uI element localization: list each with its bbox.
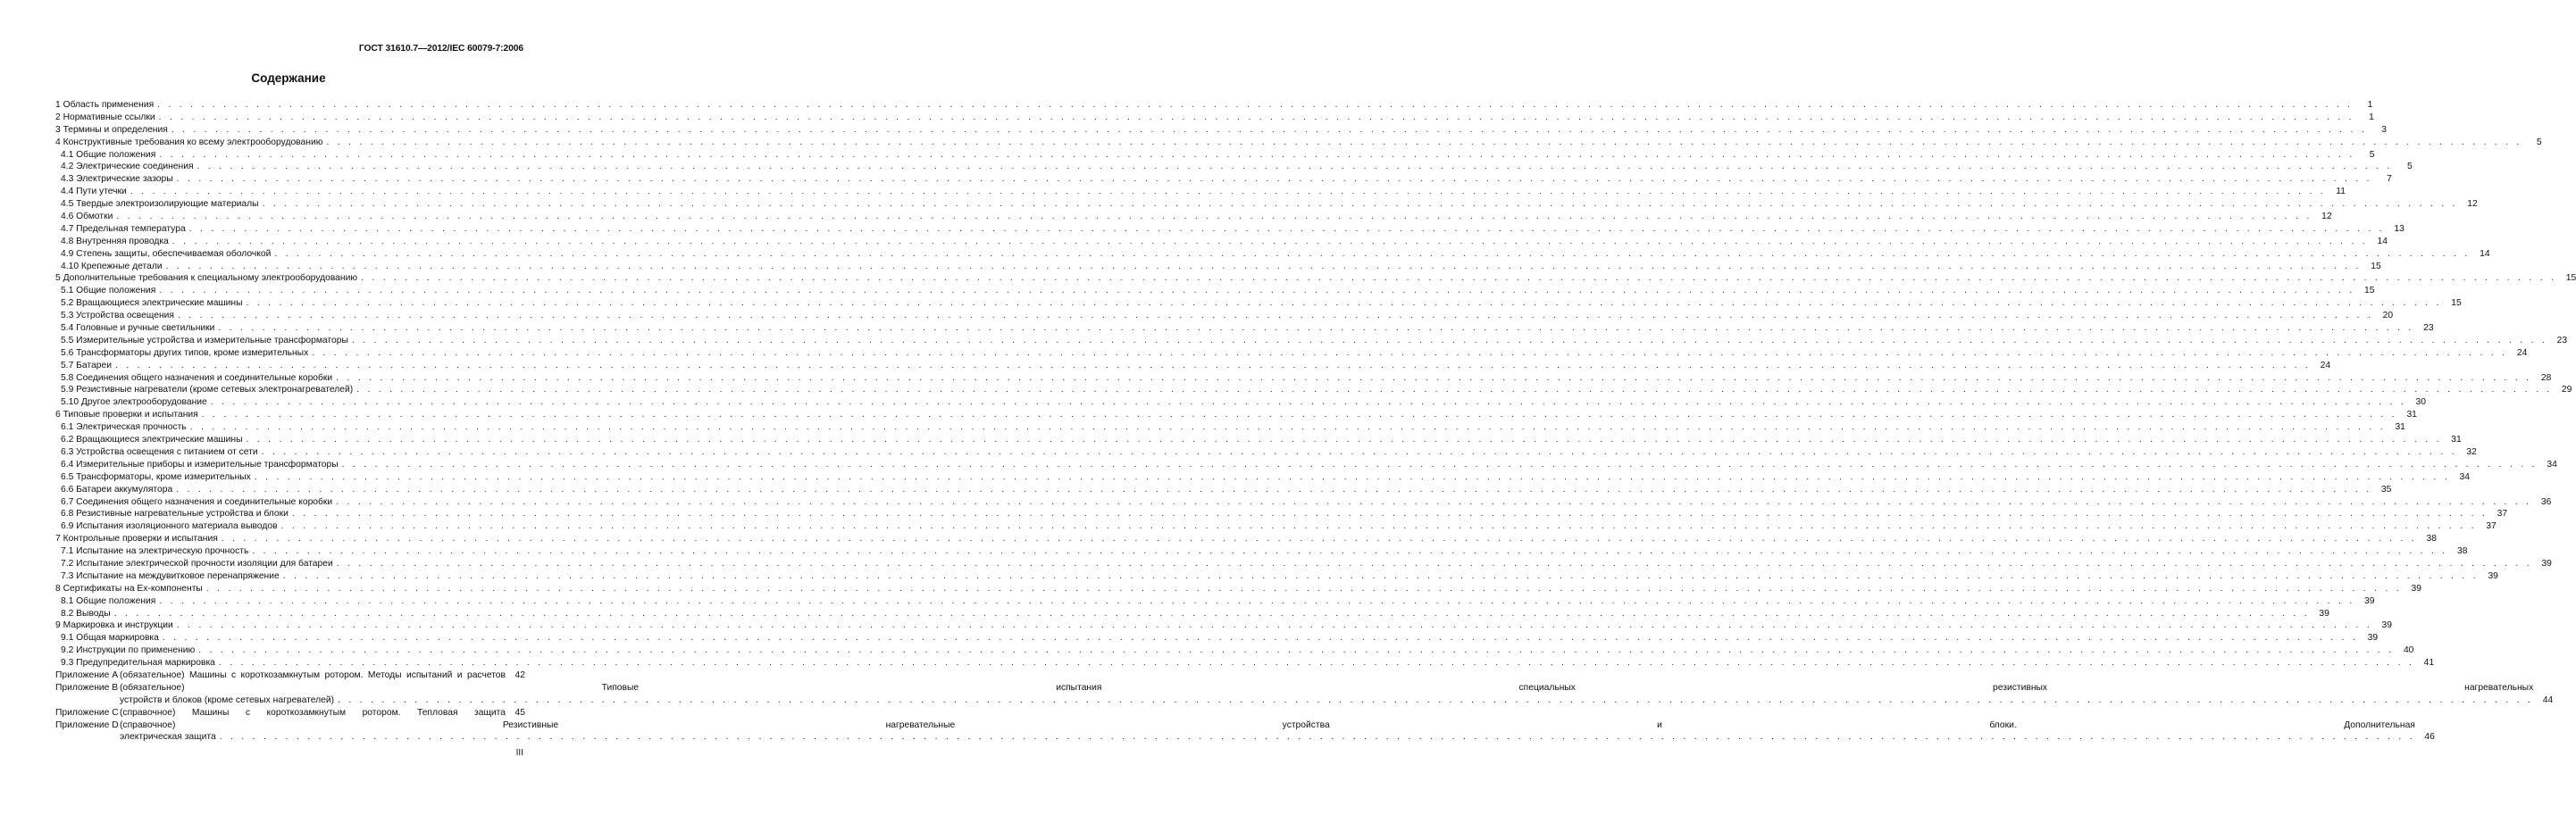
toc-leader-dots: . . . . . . . . . . . . . . . . . . . . . . . . . . . . . . . . . . . . . . . . . . . . . . . . . . . . . . . . . . . . . . . . . . . . . . . . . . . . . . . . . . . . . . . . . . . . . . . . . . . . . . . . . . . . . . . . . . . . . . . . . . . . . . . . . . . . . . . . . . . . . . . . . . . . . . . . . . . . . . . . . . . . . . . . . . . . . . . . . . . . . . . . . . . . . . . . . . . . . . . . (177, 311, 2374, 321)
toc-entry-title: 4.5 Твердые электроизолирующие материалы (61, 199, 259, 210)
toc-entry-title: 9 Маркировка и инструкции (55, 620, 173, 631)
toc-entry[interactable] (55, 285, 2375, 297)
toc-leader-dots: . . . . . . . . . . . . . . . . . . . . . . . . . . . . . . . . . . . . . . . . . . . . . . . . . . . . . . . . . . . . . . . . . . . . . . . . . . . . . . . . . . . . . . . . . . . . . . . . . . . . . . . . . . . . . . . . . . . . . . . . . . . . . . . . . . . . . . . . . . . . . . . . . . . . . . . . . . . . . . . . . . . . . . . . . . . . . . . . . . . . . . . . . . . . . . . . . . . . . . . . (218, 658, 2415, 669)
toc-leader-dots: . . . . . . . . . . . . . . . . . . . . . . . . . . . . . . . . . . . . . . . . . . . . . . . . . . . . . . . . . . . . . . . . . . . . . . . . . . . . . . . . . . . . . . . . . . . . . . . . . . . . . . . . . . . . . . . . . . . . . . . . . . . . . . . . . . . . . . . . . . . . . . . . . . . . . . . . . . . . . . . . . . . . . . . . . . . . . . . . . . . . . . . . . . . . . . . . . . . . . . . . (171, 124, 2367, 135)
toc-entry[interactable] (55, 372, 2552, 385)
toc-entry-page: 41 (2423, 658, 2435, 669)
toc-entry-page: 31 (2406, 410, 2417, 420)
appendix-label: Приложение B (55, 682, 119, 693)
toc-entry-title: 6.6 Батареи аккумулятора (61, 484, 173, 495)
toc-entry-page: 29 (2561, 385, 2572, 395)
toc-leader-dots: . . . . . . . . . . . . . . . . . . . . . . . . . . . . . . . . . . . . . . . . . . . . . . . . . . . . . . . . . . . . . . . . . . . . . . . . . . . . . . . . . . . . . . . . . . . . . . . . . . . . . . . . . . . . . . . . . . . . . . . . . . . . . . . . . . . . . . . . . . . . . . . . . . . . . . . . . . . . . . . . . . . . . . . . . . . . . . . . . . . . . . . . . . . . . . . . . . . . . . . . (361, 273, 2557, 284)
toc-entry-page: 34 (2459, 471, 2471, 482)
toc-entry[interactable] (55, 223, 2405, 236)
toc-entry-page: 31 (2451, 435, 2462, 445)
toc-leader-dots: . . . . . . . . . . . . . . . . . . . . . . . . . . . . . . . . . . . . . . . . . . . . . . . . . . . . . . . . . . . . . . . . . . . . . . . . . . . . . . . . . . . . . . . . . . . . . . . . . . . . . . . . . . . . . . . . . . . . . . . . . . . . . . . . . . . . . . . . . . . . . . . . . . . . . . . . . . . . . . . . . . . . . . . . . . . . . . . . . . . . . . . . . . . . . . . . . . . . . . . . (336, 558, 2532, 569)
toc-leader-dots: . . . . . . . . . . . . . . . . . . . . . . . . . . . . . . . . . . . . . . . . . . . . . . . . . . . . . . . . . . . . . . . . . . . . . . . . . . . . . . . . . . . . . . . . . . . . . . . . . . . . . . . . . . . . . . . . . . . . . . . . . . . . . . . . . . . . . . . . . . . . . . . . . . . . . . . . . . . . . . . . . . . . . . . . . . . . . . . . . . . . . . . . . . . . . . . . . . . . . . . . (351, 335, 2548, 345)
toc-entry[interactable] (55, 272, 2576, 285)
page-title: Содержание (251, 71, 326, 85)
toc-entry-page: 30 (2415, 397, 2426, 408)
toc-leader-dots: . . . . . . . . . . . . . . . . . . . . . . . . . . . . . . . . . . . . . . . . . . . . . . . . . . . . . . . . . . . . . . . . . . . . . . . . . . . . . . . . . . . . . . . . . . . . . . . . . . . . . . . . . . . . . . . . . . . . . . . . . . . . . . . . . . . . . . . . . . . . . . . . . . . . . . . . . . . . . . . . . . . . . . . . . . . . . . . . . . . . . . . . . . . . . . . . . . . . . . . . (252, 546, 2448, 557)
toc-entry-page: 39 (2541, 558, 2552, 569)
toc-entry-page: 11 (2336, 187, 2346, 197)
toc-entry-title: 9.1 Общая маркировка (61, 633, 159, 644)
appendix-page: 44 (2542, 694, 2554, 705)
toc-entry-title: 5.7 Батареи (61, 360, 112, 370)
toc-leader-dots: . . . . . . . . . . . . . . . . . . . . . . . . . . . . . . . . . . . . . . . . . . . . . . . . . . . . . . . . . . . . . . . . . . . . . . . . . . . . . . . . . . . . . . . . . . . . . . . . . . . . . . . . . . . . . . . . . . . . . . . . . . . . . . . . . . . . . . . . . . . . . . . . . . . . . . . . . . . . . . . . . . . . . . . . . . . . . . . . . . . . . . . . . . . . . . . . . . . . . . . . (114, 360, 2312, 370)
toc-leader-dots: . . . . . . . . . . . . . . . . . . . . . . . . . . . . . . . . . . . . . . . . . . . . . . . . . . . . . . . . . . . . . . . . . . . . . . . . . . . . . . . . . . . . . . . . . . . . . . . . . . . . . . . . . . . . . . . . . . . . . . . . . . . . . . . . . . . . . . . . . . . . . . . . . . . . . . . . . . . . . . . . . . . . . . . . . . . . . . . . . . . . . . . . . . . . . . . . . . . . . . . . (198, 645, 2395, 656)
toc-entry-page: 12 (2467, 199, 2478, 210)
toc-entry-page: 39 (2381, 620, 2392, 631)
toc-entry-page: 39 (2319, 608, 2329, 619)
toc-entry-page: 15 (2371, 261, 2381, 271)
toc-entry[interactable] (55, 421, 2405, 434)
appendix-entry[interactable] (55, 719, 2435, 744)
toc-leader-dots: . . . . . . . . . . . . . . . . . . . . . . . . . . . . . . . . . . . . . . . . . . . . . . . . . . . . . . . . . . . . . . . . . . . . . . . . . . . . . . . . . . . . . . . . . . . . . . . . . . . . . . . . . . . . . . . . . . . . . . . . . . . . . . . . . . . . . . . . . . . . . . . . . . . . . . . . . . . . . . . . . . . . . . . . . . . . . . . . . . . . . . . . . . . . . . . . . . . . . . . . (246, 298, 2442, 309)
toc-entry[interactable] (55, 248, 2490, 261)
toc-entry[interactable] (55, 149, 2375, 162)
toc-leader-dots: . . . . . . . . . . . . . . . . . . . . . . . . . . . . . . . . . . . . . . . . . . . . . . . . . . . . . . . . . . . . . . . . . . . . . . . . . . . . . . . . . . . . . . . . . . . . . . . . . . . . . . . . . . . . . . . . . . . . . . . . . . . . . . . . . . . . . . . . . . . . . . . . . . . . . . . . . . . . . . . . . . . . . . . . . . . . . . . . . . . . . . . . . . . . . . . . . . . . . . . . (254, 471, 2451, 482)
toc-entry-page: 32 (2466, 446, 2477, 457)
toc-entry[interactable] (55, 396, 2426, 409)
toc-leader-dots: . . . . . . . . . . . . . . . . . . . . . . . . . . . . . . . . . . . . . . . . . . . . . . . . . . . . . . . . . . . . . . . . . . . . . . . . . . . . . . . . . . . . . . . . . . . . . . . . . . . . . . . . . . . . . . . . . . . . . . . . . . . . . . . . . . . . . . . . . . . . . . . . . . . . . . . . . . . . . . . . . . . . . . . . . . . . . . . . . . . . . . . . . . . . . . . . . . . . . . . . (157, 100, 2354, 110)
toc-entry-title: 5.2 Вращающиеся электрические машины (61, 298, 243, 309)
toc-leader-dots: . . . . . . . . . . . . . . . . . . . . . . . . . . . . . . . . . . . . . . . . . . . . . . . . . . . . . . . . . . . . . . . . . . . . . . . . . . . . . . . . . . . . . . . . . . . . . . . . . . . . . . . . . . . . . . . . . . . . . . . . . . . . . . . . . . . . . . . . . . . . . . . . . . . . . . . . . . . . . . . . . . . . . . . . . . . . . . . . . . . . . . . . . . . . . . . . . . . . . . . . (176, 174, 2372, 185)
toc-leader-dots: . . . . . . . . . . . . . . . . . . . . . . . . . . . . . . . . . . . . . . . . . . . . . . . . . . . . . . . . . . . . . . . . . . . . . . . . . . . . . . . . . . . . . . . . . . . . . . . . . . . . . . . . . . . . . . . . . . . . . . . . . . . . . . . . . . . . . . . . . . . . . . . . . . . . . . . . . . . . . . . . . . . . . . . . . . . . . . . . . . . . . . . . . . . . . . . . . . . . . . . . (274, 248, 2471, 259)
toc-entry-title: 6.8 Резистивные нагревательные устройства и блоки (61, 509, 289, 520)
toc-entry-page: 39 (2367, 633, 2379, 644)
toc-entry-title: 4.10 Крепежные детали (61, 261, 163, 271)
toc-leader-dots: . . . . . . . . . . . . . . . . . . . . . . . . . . . . . . . . . . . . . . . . . . . . . . . . . . . . . . . . . . . . . . . . . . . . . . . . . . . . . . . . . . . . . . . . . . . . . . . . . . . . . . . . . . . . . . . . . . . . . . . . . . . . . . . . . . . . . . . . . . . . . . . . . . . . . . . . . . . . . . . . . . . . . . . . . . . . . . . . . . . . . . . . . . . . . . . . . . . . . . . . (158, 112, 2354, 122)
toc-entry-page: 15 (2451, 298, 2462, 309)
toc-entry-page: 23 (2556, 335, 2568, 345)
appendix-label: Приложение A (55, 669, 119, 680)
appendix-page: 42 (514, 669, 525, 680)
toc-entry[interactable] (55, 112, 2374, 124)
toc-leader-dots: . . . . . . . . . . . . . . . . . . . . . . . . . . . . . . . . . . . . . . . . . . . . . . . . . . . . . . . . . . . . . . . . . . . . . . . . . . . . . . . . . . . . . . . . . . . . . . . . . . . . . . . . . . . . . . . . . . . . . . . . . . . . . . . . . . . . . . . . . . . . . . . . . . . . . . . . . . . . . . . . . . . . . . . . . . . . . . . . . . . . . . . . . . . . . . . . . . . . . . . . (159, 595, 2355, 606)
toc-entry-page: 40 (2403, 645, 2414, 656)
appendix-title-line: (справочное) Резистивные нагревательные устройства и блоки. Дополнительная (120, 719, 2415, 730)
toc-entry-title: 6.4 Измерительные приборы и измерительные трансформаторы (61, 459, 339, 470)
toc-entry[interactable] (55, 173, 2392, 186)
toc-entry-title: 7.2 Испытание электрической прочности изоляции для батареи (61, 558, 333, 569)
toc-entry[interactable] (55, 570, 2498, 583)
toc-leader-dots: . . . . . . . . . . . . . . . . . . . . . . . . . . . . . . . . . . . . . . . . . . . . . . . . . . . . . . . . . . . . . . . . . . . . . . . . . . . . . . . . . . . . . . . . . . . . . . . . . . . . . . . . . . . . . . . . . . . . . . . . . . . . . . . . . . . . . . . . . . . . . . . . . . . . . . . . . . . . . . . . . . . . . . . . . . . . . . . . . . . . . . . . . . . . . . . . . . . . . . . . (113, 608, 2310, 619)
toc-entry-page: 34 (2547, 459, 2557, 470)
toc-entry[interactable] (55, 211, 2332, 223)
toc-entry-page: 15 (2565, 273, 2576, 284)
toc-entry-page: 28 (2540, 372, 2552, 383)
toc-entry-title: 5.8 Соединения общего назначения и соединительные коробки (61, 372, 333, 383)
toc-entry-title: 4.3 Электрические зазоры (61, 174, 173, 185)
toc-entry[interactable] (55, 558, 2552, 570)
toc-entry-page: 23 (2423, 323, 2434, 334)
toc-entry-title: 6.2 Вращающиеся электрические машины (61, 435, 243, 445)
appendix-title-line: устройств и блоков (кроме сетевых нагревателей) (120, 694, 335, 705)
toc-entry-title: 4.8 Внутренняя проводка (61, 236, 169, 246)
toc-entry-page: 39 (2364, 595, 2375, 606)
toc-leader-dots: . . . . . . . . . . . . . . . . . . . . . . . . . . . . . . . . . . . . . . . . . . . . . . . . . . . . . . . . . . . . . . . . . . . . . . . . . . . . . . . . . . . . . . . . . . . . . . . . . . . . . . . . . . . . . . . . . . . . . . . . . . . . . . . . . . . . . . . . . . . . . . . . . . . . . . . . . . . . . . . . . . . . . . . . . . . . . . . . . . . . . . . . . . . . . . . . . . . . . . . . (171, 236, 2368, 246)
toc-entry[interactable] (55, 595, 2375, 608)
appendix-page: 45 (514, 707, 525, 718)
toc-entry-title: 4.4 Пути утечки (61, 187, 127, 197)
toc-entry-title: 4.1 Общие положения (61, 149, 156, 160)
toc-entry-title: 8.2 Выводы (61, 608, 111, 619)
toc-entry-page: 20 (2382, 311, 2394, 321)
toc-entry-page: 5 (2406, 162, 2413, 172)
toc-entry-title: 6.7 Соединения общего назначения и соединительные коробки (61, 496, 333, 507)
toc-entry-title: 4.9 Степень защиты, обеспечиваемая оболочкой (61, 248, 272, 259)
toc-entry-page: 12 (2321, 212, 2332, 222)
toc-entry[interactable] (55, 137, 2542, 149)
toc-entry-title: 4.6 Обмотки (61, 212, 113, 222)
toc-entry-title: 5.9 Резистивные нагреватели (кроме сетевых электронагревателей) (61, 385, 354, 395)
toc-entry-page: 13 (2394, 223, 2405, 234)
toc-entry-title: 7 Контрольные проверки и испытания (55, 534, 218, 545)
toc-entry[interactable] (55, 360, 2331, 372)
toc-entry-title: 9.3 Предупредительная маркировка (61, 658, 215, 669)
toc-leader-dots: . . . . . . . . . . . . . . . . . . . . . . . . . . . . . . . . . . . . . . . . . . . . . . . . . . . . . . . . . . . . . . . . . . . . . . . . . . . . . . . . . . . . . . . . . . . . . . . . . . . . . . . . . . . . . . . . . . . . . . . . . . . . . . . . . . . . . . . . . . . . . . . . . . . . . . . . . . . . . . . . . . . . . . . . . . . . . . . . . . . . . . . . . . . . . . . . . . . . . . . . (282, 570, 2479, 581)
toc-leader-dots: . . . . . . . . . . . . . . . . . . . . . . . . . . . . . . . . . . . . . . . . . . . . . . . . . . . . . . . . . . . . . . . . . . . . . . . . . . . . . . . . . . . . . . . . . . . . . . . . . . . . . . . . . . . . . . . . . . . . . . . . . . . . . . . . . . . . . . . . . . . . . . . . . . . . . . . . . . . . . . . . . . . . . . . . . . . . . . . . . . . . . . . . . . . . . . . . . . . . . . . . (189, 422, 2386, 433)
toc-entry-page: 5 (2536, 137, 2542, 147)
toc-entry[interactable] (55, 632, 2379, 645)
toc-leader-dots: . . . . . . . . . . . . . . . . . . . . . . . . . . . . . . . . . . . . . . . . . . . . . . . . . . . . . . . . . . . . . . . . . . . . . . . . . . . . . . . . . . . . . . . . . . . . . . . . . . . . . . . . . . . . . . . . . . . . . . . . . . . . . . . . . . . . . . . . . . . . . . . . . . . . . . . . . . . . . . . . . . . . . . . . . . . . . . . . . . . . . . . . . . . . . . . . . . . . . . . . (162, 633, 2359, 644)
toc-entry[interactable] (55, 459, 2557, 471)
toc-entry[interactable] (55, 620, 2392, 632)
document-header: ГОСТ 31610.7—2012/IEC 60079-7:2006 (358, 44, 523, 54)
toc-entry[interactable] (55, 236, 2388, 248)
toc-leader-dots: . . . . . . . . . . . . . . . . . . . . . . . . . . . . . . . . . . . . . . . . . . . . . . . . . . . . . . . . . . . . . . . . . . . . . . . . . . . . . . . . . . . . . . . . . . . . . . . . . . . . . . . . . . . . . . . . . . . . . . . . . . . . . . . . . . . . . . . . . . . . . . . . . . . . . . . . . . . . . . . . . . . . . . . . . . . . . . . . . . . . . . . . . . . . . . . . . . . . . . . . (341, 459, 2538, 470)
toc-entry-title: 6 Типовые проверки и испытания (55, 410, 198, 420)
toc-entry-page: 14 (2377, 236, 2388, 246)
toc-entry[interactable] (55, 533, 2437, 545)
toc-entry-title: 6.9 Испытания изоляционного материала выводов (61, 521, 278, 532)
toc-entry-title: 9.2 Инструкции по применению (61, 645, 196, 656)
toc-entry[interactable] (55, 99, 2373, 112)
toc-entry[interactable] (55, 297, 2462, 310)
appendix-entry[interactable] (55, 707, 525, 719)
toc-leader-dots: . . . . . . . . . . . . . . . . . . . . . . . . . . . . . . . . . . . . . . . . . . . . . . . . . . . . . . . . . . . . . . . . . . . . . . . . . . . . . . . . . . . . . . . . . . . . . . . . . . . . . . . . . . . . . . . . . . . . . . . . . . . . . . . . . . . . . . . . . . . . . . . . . . . . . . . . . . . . . . . . . . . . . . . . . . . . . . . . . . . . . . . . . . . . . . . . . . . . . . . . (221, 534, 2417, 545)
toc-leader-dots: . . . . . . . . . . . . . . . . . . . . . . . . . . . . . . . . . . . . . . . . . . . . . . . . . . . . . . . . . . . . . . . . . . . . . . . . . . . . . . . . . . . . . . . . . . . . . . . . . . . . . . . . . . . . . . . . . . . . . . . . . . . . . . . . . . . . . . . . . . . . . . . . . . . . . . . . . . . . . . . . . . . . . . . . . . . . . . . . . . . . . . . . . . . . . . . . . . . . . . . . (326, 137, 2522, 147)
toc-entry-page: 24 (2516, 347, 2528, 358)
toc-leader-dots: . . . . . . . . . . . . . . . . . . . . . . . . . . . . . . . . . . . . . . . . . . . . . . . . . . . . . . . . . . . . . . . . . . . . . . . . . . . . . . . . . . . . . . . . . . . . . . . . . . . . . . . . . . . . . . . . . . . . . . . . . . . . . . . . . . . . . . . . . . . . . . . . . . . . . . . . . . . . . . . . . . . . . . . . . . . . . . . . . . . . . . . . . . . . . . . . . . . . . . . . (218, 323, 2414, 334)
appendix-entry[interactable] (55, 669, 525, 682)
toc-leader-dots: . . . . . . . . . . . . . . . . . . . . . . . . . . . . . . . . . . . . . . . . . . . . . . . . . . . . . . . . . . . . . . . . . . . . . . . . . . . . . . . . . . . . . . . . . . . . . . . . . . . . . . . . . . . . . . . . . . . . . . . . . . . . . . . . . . . . . . . . . . . . . . . . . . . . . . . . . . . . . . . . . . . . . . . . . . . . . . . . . . . . . . . . . . . . . . . . . . . . . . . . (188, 223, 2385, 234)
toc-leader-dots: . . . . . . . . . . . . . . . . . . . . . . . . . . . . . . . . . . . . . . . . . . . . . . . . . . . . . . . . . . . . . . . . . . . . . . . . . . . . . . . . . . . . . . . . . . . . . . . . . . . . . . . . . . . . . . . . . . . . . . . . . . . . . . . . . . . . . . . . . . . . . . . . . . . . . . . . . . . . . . . . . . . . . . . . . . . . . . . . . . . . . . . . . . . . . . . . . . . . . . . . (165, 261, 2362, 271)
toc-entry[interactable] (55, 124, 2387, 137)
toc-entry[interactable] (55, 583, 2421, 595)
toc-entry-page: 14 (2480, 248, 2490, 259)
toc-entry-title: 8 Сертификаты на Ex-компоненты (55, 583, 203, 594)
toc-leader-dots: . . . . . . . . . . . . . . . . . . . . . . . . . . . . . . . . . . . . . . . . . . . . . . . . . . . . . . . . . . . . . . . . . . . . . . . . . . . . . . . . . . . . . . . . . . . . . . . . . . . . . . . . . . . . . . . . . . . . . . . . . . . . . . . . . . . . . . . . . . . . . . . . . . . . . . . . . . . . . . . . . . . . . . . . . . . . . . . . . . . . . . . . . . . . . . . . . . . . . . . . (205, 583, 2402, 594)
appendix-title-line: (обязательное) Типовые испытания специальных резистивных нагревательных (120, 682, 2534, 693)
toc-entry[interactable] (55, 409, 2417, 421)
toc-leader-dots: . . . . . . . . . . . . . . . . . . . . . . . . . . . . . . . . . . . . . . . . . . . . . . . . . . . . . . . . . . . . . . . . . . . . . . . . . . . . . . . . . . . . . . . . . . . . . . . . . . . . . . . . . . . . . . . . . . . . . . . . . . . . . . . . . . . . . . . . . . . . . . . . . . . . . . . . . . . . . . . . . . . . . . . . . . . . . . . . . . . . . . . . . . . . . . . . . . . . . . . . (312, 347, 2508, 358)
toc-entry-title: 6.1 Электрическая прочность (61, 422, 187, 433)
table-of-contents (55, 99, 2576, 744)
toc-entry-title: 5.1 Общие положения (61, 286, 156, 296)
toc-entry-title: 7.3 Испытание на междувитковое перенапряжение (61, 570, 280, 581)
toc-entry-page: 1 (2367, 100, 2373, 110)
toc-entry-title: 6.5 Трансформаторы, кроме измерительных (61, 471, 251, 482)
appendix-title: (справочное) Машины с короткозамкнутым ротором. Тепловая защита (120, 707, 506, 718)
toc-leader-dots: . . . . . . . . . . . . . . . . . . . . . . . . . . . . . . . . . . . . . . . . . . . . . . . . . . . . . . . . . . . . . . . . . . . . . . . . . . . . . . . . . . . . . . . . . . . . . . . . . . . . . . . . . . . . . . . . . . . . . . . . . . . . . . . . . . . . . . . . . . . . . . . . . . . . . . . . . . . . . . . . . . . . . . . . . . . . . . . . . . . . . . . . . . . . . . . . . . . . . . . . (130, 187, 2326, 197)
appendix-title-line: электрическая защита (120, 732, 216, 743)
toc-entry[interactable] (55, 186, 2346, 198)
toc-entry[interactable] (55, 310, 2394, 322)
toc-entry-page: 37 (2497, 509, 2508, 520)
toc-leader-dots: . . . . . . . . . . . . . . . . . . . . . . . . . . . . . . . . . . . . . . . . . . . . . . . . . . . . . . . . . . . . . . . . . . . . . . . . . . . . . . . . . . . . . . . . . . . . . . . . . . . . . . . . . . . . . . . . . . . . . . . . . . . . . . . . . . . . . . . . . . . . . . . . . . . . . . . . . . . . . . . . . . . . . . . . . . . . . . . . . . . . . . . . . . . . . . . . . . . . . . . . (246, 435, 2442, 445)
toc-entry-page: 31 (2395, 422, 2405, 433)
toc-entry-page: 39 (2411, 583, 2421, 594)
toc-entry[interactable] (55, 484, 2392, 496)
appendix-label: Приложение D (55, 719, 119, 730)
toc-leader-dots: . . . . . . . . . . . . . . . . . . . . . . . . . . . . . . . . . . . . . . . . . . . . . . . . . . . . . . . . . . . . . . . . . . . . . . . . . . . . . . . . . . . . . . . . . . . . . . . . . . . . . . . . . . . . . . . . . . . . . . . . . . . . . . . . . . . . . . . . . . . . . . . . . . . . . . . . . . . . . . . . . . . . . . . . . . . . . . . . . . . . . . . . . . . . . . . . . . . . . . . . (176, 484, 2372, 495)
toc-leader-dots: . . . . . . . . . . . . . . . . . . . . . . . . . . . . . . . . . . . . . . . . . . . . . . . . . . . . . . . . . . . . . . . . . . . . . . . . . . . . . . . . . . . . . . . . . . . . . . . . . . . . . . . . . . . . . . . . . . . . . . . . . . . . . . . . . . . . . . . . . . . . . . . . . . . . . . . . . . . . . . . . . . . . . . . . . . . . . . . . . . . . . . . . . . . . . . . . . . . . . . . . (116, 212, 2313, 222)
toc-entry-title: 1 Область применения (55, 100, 155, 110)
toc-entry-title: 5.10 Другое электрооборудование (61, 397, 207, 408)
toc-entry-page: 5 (2369, 149, 2375, 160)
toc-entry[interactable] (55, 322, 2434, 335)
toc-entry-title: 7.1 Испытание на электрическую прочность (61, 546, 249, 557)
toc-leader-dots: . . . . . . . . . . . . . . . . . . . . . . . . . . . . . . . . . . . . . . . . . . . . . . . . . . . . . . . . . . . . . . . . . . . . . . . . . . . . . . . . . . . . . . . . . . . . . . . . . . . . . . . . . . . . . . . . . . . . . . . . . . . . . . . . . . . . . . . . . . . . . . . . . . . . . . . . . . . . . . . . . . . . . . . . . . . . . . . . . . . . . . . . . . . . . . . . . . . . . . . . (280, 521, 2477, 532)
toc-entry[interactable] (55, 198, 2478, 211)
toc-entry-page: 15 (2364, 286, 2375, 296)
appendix-entry[interactable] (55, 682, 2554, 707)
toc-entry-title: 6.3 Устройства освещения с питанием от сети (61, 446, 258, 457)
toc-leader-dots: . . . . . . . . . . . . . . . . . . . . . . . . . . . . . . . . . . . . . . . . . . . . . . . . . . . . . . . . . . . . . . . . . . . . . . . . . . . . . . . . . . . . . . . . . . . . . . . . . . . . . . . . . . . . . . . . . . . . . . . . . . . . . . . . . . . . . . . . . . . . . . . . . . . . . . . . . . . . . . . . . . . . . . . . . . . . . . . . . . . . . . . . . . . . . . . . . . . . . . . . (356, 385, 2553, 395)
toc-entry-title: 5.3 Устройства освещения (61, 311, 174, 321)
toc-entry-page: 38 (2457, 546, 2468, 557)
toc-entry-title: 5 Дополнительные требования к специальному электрооборудованию (55, 273, 358, 284)
toc-leader-dots: . . . . . . . . . . . . . . . . . . . . . . . . . . . . . . . . . . . . . . . . . . . . . . . . . . . . . . . . . . . . . . . . . . . . . . . . . . . . . . . . . . . . . . . . . . . . . . . . . . . . . . . . . . . . . . . . . . . . . . . . . . . . . . . . . . . . . . . . . . . . . . . . . . . . . . . . . . . . . . . . . . . . . . . . . . . . . . . . . . . . . . . . . . . . . . . . . . . . . . . . (336, 496, 2532, 507)
toc-entry[interactable] (55, 471, 2471, 484)
toc-entry[interactable] (55, 657, 2435, 669)
toc-entry-page: 39 (2488, 570, 2498, 581)
toc-leader-dots: . . . . . . . . . . . . . . . . . . . . . . . . . . . . . . . . . . . . . . . . . . . . . . . . . . . . . . . . . . . . . . . . . . . . . . . . . . . . . . . . . . . . . . . . . . . . . . . . . . . . . . . . . . . . . . . . . . . . . . . . . . . . . . . . . . . . . . . . . . . . . . . . . . . . . . . . . . . . . . . . . . . . . . . . . . . . . . . . . . . . . . . . . . . . . . . . . . . . . . . . (291, 509, 2488, 520)
toc-entry-title: 5.5 Измерительные устройства и измерительные трансформаторы (61, 335, 348, 345)
toc-entry[interactable] (55, 608, 2329, 620)
appendix-title: (обязательное) Машины с короткозамкнутым ротором. Методы испытаний и расчетов (120, 669, 506, 680)
toc-entry-page: 3 (2381, 124, 2387, 135)
appendix-label: Приложение C (55, 707, 119, 718)
toc-entry-title: 5.6 Трансформаторы других типов, кроме измерительных (61, 347, 309, 358)
toc-entry-title: 4 Конструктивные требования ко всему электрооборудованию (55, 137, 323, 147)
toc-entry[interactable] (55, 446, 2477, 459)
toc-entry-title: 8.1 Общие положения (61, 595, 156, 606)
toc-leader-dots: . . . . . . . . . . . . . . . . . . . . . . . . . . . . . . . . . . . . . . . . . . . . . . . . . . . . . . . . . . . . . . . . . . . . . . . . . . . . . . . . . . . . . . . . . . . . . . . . . . . . . . . . . . . . . . . . . . . . . . . . . . . . . . . . . . . . . . . . . . . . . . . . . . . . . . . . . . . . . . . . . . . . . . . . . . . . . . . . . . . . . . . . . . . . . . . . . . . . . . . . (262, 199, 2458, 210)
toc-entry[interactable] (55, 434, 2462, 446)
page-number: III (515, 748, 523, 758)
toc-entry-title: 2 Нормативные ссылки (55, 112, 155, 122)
toc-entry-page: 7 (2387, 174, 2392, 185)
appendix-page: 46 (2424, 732, 2435, 743)
toc-entry-page: 1 (2369, 112, 2374, 122)
toc-entry[interactable] (55, 496, 2552, 509)
toc-entry-title: 4.7 Предельная температура (61, 223, 186, 234)
toc-leader-dots: . . . . . . . . . . . . . . . . . . . . . . . . . . . . . . . . . . . . . . . . . . . . . . . . . . . . . . . . . . . . . . . . . . . . . . . . . . . . . . . . . . . . . . . . . . . . . . . . . . . . . . . . . . . . . . . . . . . . . . . . . . . . . . . . . . . . . . . . . . . . . . . . . . . . . . . . . . . . . . . . . . . . . . . . . . . . . . . . . . . . . . . . . . . . . . . . . . . . . . . . (219, 732, 2415, 743)
toc-leader-dots: . . . . . . . . . . . . . . . . . . . . . . . . . . . . . . . . . . . . . . . . . . . . . . . . . . . . . . . . . . . . . . . . . . . . . . . . . . . . . . . . . . . . . . . . . . . . . . . . . . . . . . . . . . . . . . . . . . . . . . . . . . . . . . . . . . . . . . . . . . . . . . . . . . . . . . . . . . . . . . . . . . . . . . . . . . . . . . . . . . . . . . . . . . . . . . . . . . . . . . . . (338, 694, 2534, 705)
toc-entry[interactable] (55, 161, 2413, 173)
toc-entry-page: 24 (2320, 360, 2331, 370)
toc-entry[interactable] (55, 347, 2528, 360)
toc-entry[interactable] (55, 520, 2497, 533)
toc-entry-page: 38 (2426, 534, 2437, 545)
toc-entry-page: 35 (2380, 484, 2392, 495)
toc-entry[interactable] (55, 384, 2572, 396)
toc-entry-page: 36 (2540, 496, 2552, 507)
toc-leader-dots: . . . . . . . . . . . . . . . . . . . . . . . . . . . . . . . . . . . . . . . . . . . . . . . . . . . . . . . . . . . . . . . . . . . . . . . . . . . . . . . . . . . . . . . . . . . . . . . . . . . . . . . . . . . . . . . . . . . . . . . . . . . . . . . . . . . . . . . . . . . . . . . . . . . . . . . . . . . . . . . . . . . . . . . . . . . . . . . . . . . . . . . . . . . . . . . . . . . . . . . . (176, 620, 2372, 631)
toc-entry[interactable] (55, 335, 2568, 347)
toc-leader-dots: . . . . . . . . . . . . . . . . . . . . . . . . . . . . . . . . . . . . . . . . . . . . . . . . . . . . . . . . . . . . . . . . . . . . . . . . . . . . . . . . . . . . . . . . . . . . . . . . . . . . . . . . . . . . . . . . . . . . . . . . . . . . . . . . . . . . . . . . . . . . . . . . . . . . . . . . . . . . . . . . . . . . . . . . . . . . . . . . . . . . . . . . . . . . . . . . . . . . . . . . (210, 397, 2406, 408)
toc-entry-title: 5.4 Головные и ручные светильники (61, 323, 215, 334)
toc-leader-dots: . . . . . . . . . . . . . . . . . . . . . . . . . . . . . . . . . . . . . . . . . . . . . . . . . . . . . . . . . . . . . . . . . . . . . . . . . . . . . . . . . . . . . . . . . . . . . . . . . . . . . . . . . . . . . . . . . . . . . . . . . . . . . . . . . . . . . . . . . . . . . . . . . . . . . . . . . . . . . . . . . . . . . . . . . . . . . . . . . . . . . . . . . . . . . . . . . . . . . . . . (159, 149, 2355, 160)
toc-entry[interactable] (55, 545, 2468, 558)
toc-entry-title: 3 Термины и определения (55, 124, 168, 135)
toc-entry[interactable] (55, 645, 2414, 657)
toc-entry[interactable] (55, 508, 2508, 520)
toc-entry-page: 37 (2486, 521, 2497, 532)
toc-entry-title: 4.2 Электрические соединения (61, 162, 194, 172)
toc-leader-dots: . . . . . . . . . . . . . . . . . . . . . . . . . . . . . . . . . . . . . . . . . . . . . . . . . . . . . . . . . . . . . . . . . . . . . . . . . . . . . . . . . . . . . . . . . . . . . . . . . . . . . . . . . . . . . . . . . . . . . . . . . . . . . . . . . . . . . . . . . . . . . . . . . . . . . . . . . . . . . . . . . . . . . . . . . . . . . . . . . . . . . . . . . . . . . . . . . . . . . . . . (261, 446, 2457, 457)
toc-entry[interactable] (55, 261, 2381, 273)
toc-leader-dots: . . . . . . . . . . . . . . . . . . . . . . . . . . . . . . . . . . . . . . . . . . . . . . . . . . . . . . . . . . . . . . . . . . . . . . . . . . . . . . . . . . . . . . . . . . . . . . . . . . . . . . . . . . . . . . . . . . . . . . . . . . . . . . . . . . . . . . . . . . . . . . . . . . . . . . . . . . . . . . . . . . . . . . . . . . . . . . . . . . . . . . . . . . . . . . . . . . . . . . . . (201, 410, 2397, 420)
toc-leader-dots: . . . . . . . . . . . . . . . . . . . . . . . . . . . . . . . . . . . . . . . . . . . . . . . . . . . . . . . . . . . . . . . . . . . . . . . . . . . . . . . . . . . . . . . . . . . . . . . . . . . . . . . . . . . . . . . . . . . . . . . . . . . . . . . . . . . . . . . . . . . . . . . . . . . . . . . . . . . . . . . . . . . . . . . . . . . . . . . . . . . . . . . . . . . . . . . . . . . . . . . . (336, 372, 2532, 383)
toc-leader-dots: . . . . . . . . . . . . . . . . . . . . . . . . . . . . . . . . . . . . . . . . . . . . . . . . . . . . . . . . . . . . . . . . . . . . . . . . . . . . . . . . . . . . . . . . . . . . . . . . . . . . . . . . . . . . . . . . . . . . . . . . . . . . . . . . . . . . . . . . . . . . . . . . . . . . . . . . . . . . . . . . . . . . . . . . . . . . . . . . . . . . . . . . . . . . . . . . . . . . . . . . (197, 162, 2393, 172)
toc-leader-dots: . . . . . . . . . . . . . . . . . . . . . . . . . . . . . . . . . . . . . . . . . . . . . . . . . . . . . . . . . . . . . . . . . . . . . . . . . . . . . . . . . . . . . . . . . . . . . . . . . . . . . . . . . . . . . . . . . . . . . . . . . . . . . . . . . . . . . . . . . . . . . . . . . . . . . . . . . . . . . . . . . . . . . . . . . . . . . . . . . . . . . . . . . . . . . . . . . . . . . . . . (159, 286, 2355, 296)
